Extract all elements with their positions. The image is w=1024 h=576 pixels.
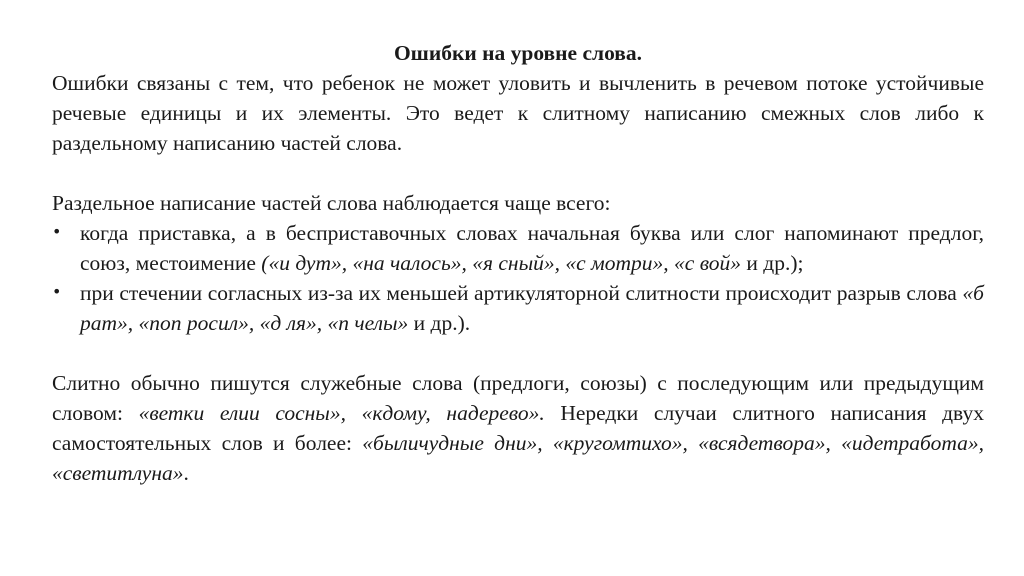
merged-examples-2: «быличудные дни», «кругомтихо», «всядетвора», «идетработа», «светитлуна»	[52, 431, 984, 485]
bullet-examples: «б рат», «поп росил», «д ля», «п челы»	[80, 281, 984, 335]
merged-tail: .	[183, 461, 189, 485]
bullet-text: когда приставка, а в бесприставочных словах начальная буква или слог напоминают предлог, союз, местоимение	[80, 221, 984, 275]
bullet-list	[52, 218, 984, 338]
bullet-tail: и др.);	[741, 251, 804, 275]
merged-examples-1: «ветки елии сосны», «кдому, надерево».	[138, 401, 545, 425]
bullet-examples: («и дут», «на чалось», «я сный», «с мотри», «с вой»	[261, 251, 742, 275]
slide-content	[52, 38, 984, 488]
merged-text-1: Слитно обычно пишутся служебные слова (предлоги, союзы) с последующим или предыдущим словом:	[52, 371, 984, 425]
merged-text-2: Нередки случаи слитного написания двух самостоятельных слов и более:	[52, 401, 984, 455]
bullet-icon: •	[52, 222, 62, 241]
list-item	[52, 278, 984, 338]
bullet-tail: и др.).	[408, 311, 471, 335]
slide-title: Ошибки на уровне слова.	[393, 41, 643, 65]
merged-paragraph	[52, 368, 984, 488]
intro-paragraph: Ошибки связаны с тем, что ребенок не может уловить и вычленить в речевом потоке устойчивые речевые единицы и их элементы. Это ведет к слитному написанию смежных слов либо к раздельному написанию частей слова.	[52, 71, 984, 155]
split-heading: Раздельное написание частей слова наблюдается чаще всего:	[52, 191, 611, 215]
list-item	[52, 218, 984, 278]
spacer	[52, 338, 984, 368]
bullet-text: при стечении согласных из-за их меньшей артикуляторной слитности происходит разрыв слова	[80, 281, 963, 305]
bullet-icon: •	[52, 282, 62, 301]
spacer	[52, 158, 984, 188]
